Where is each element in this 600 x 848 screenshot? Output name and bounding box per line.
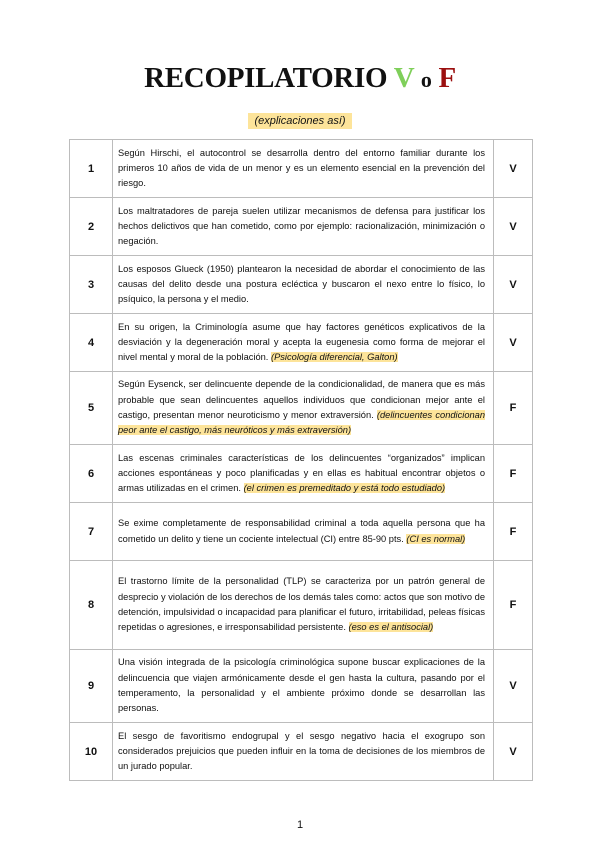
question-text: Las escenas criminales características de los delincuentes “organizados” implican acciones espontáneas y poco planificadas y en ellas es habitual encontrar objetos o armas utilizadas en el crimen. — [118, 452, 485, 494]
explanation-note: (Psicología diferencial, Galton) — [270, 352, 398, 363]
question-text-cell — [113, 256, 494, 314]
title-o: o — [420, 67, 432, 92]
explanation-note: (el crimen es premeditado y está todo estudiado) — [243, 483, 446, 494]
question-text-cell — [113, 561, 494, 650]
subtitle-highlight: (explicaciones así) — [248, 113, 351, 129]
subtitle — [0, 111, 600, 129]
question-number: 4 — [70, 314, 113, 372]
answer: F — [494, 445, 533, 503]
question-text: Según Hirschi, el autocontrol se desarrolla dentro del entorno familiar durante los primeros 10 años de vida de un menor y es un elemento esencial en la prevención del riesgo. — [118, 147, 485, 189]
question-text-cell — [113, 372, 494, 445]
question-text: Los esposos Glueck (1950) plantearon la necesidad de abordar el conocimiento de las causas del delito desde una postura ecléctica y buscaron el nexo entre lo físico, lo psíquico, la persona y el medio. — [118, 263, 485, 305]
answer: V — [494, 198, 533, 256]
question-text-cell — [113, 198, 494, 256]
question-number: 3 — [70, 256, 113, 314]
answer: F — [494, 561, 533, 650]
question-text: Los maltratadores de pareja suelen utilizar mecanismos de defensa para justificar los hechos delictivos que han cometido, como por ejemplo: racionalización, minimización o negación. — [118, 205, 485, 247]
table-row — [70, 314, 533, 372]
table-row — [70, 503, 533, 561]
answer: V — [494, 140, 533, 198]
title-v: V — [393, 62, 414, 94]
answer: F — [494, 503, 533, 561]
table-row — [70, 372, 533, 445]
table-row — [70, 723, 533, 781]
table-row — [70, 561, 533, 650]
question-text-cell — [113, 723, 494, 781]
question-number: 6 — [70, 445, 113, 503]
question-number: 10 — [70, 723, 113, 781]
question-text-cell — [113, 445, 494, 503]
title-f: F — [438, 62, 456, 94]
answer: F — [494, 372, 533, 445]
question-text: En su origen, la Criminología asume que hay factores genéticos explicativos de la desviación y la degeneración moral y acepta la eugenesia como forma de mejorar el nivel mental y moral de la población. — [118, 321, 485, 363]
answer: V — [494, 650, 533, 723]
page-number: 1 — [296, 819, 304, 831]
question-text-cell — [113, 650, 494, 723]
answer: V — [494, 314, 533, 372]
question-text-cell — [113, 314, 494, 372]
question-text: El trastorno límite de la personalidad (TLP) se caracteriza por un patrón general de desprecio y violación de los derechos de los demás tales como: actos que son motivo de detención, impulsividad o incapacidad para planificar el futuro, irritabilidad, peleas físicas repetidas o agresiones, e irresponsabilidad persistente. — [118, 576, 485, 633]
question-number: 2 — [70, 198, 113, 256]
question-text: Según Eysenck, ser delincuente depende de la condicionalidad, de manera que es más probable que sean delincuentes aquellos individuos que condicionan mejor ante el castigo, presentan menor neuroticismo y menor extraversión. — [118, 379, 485, 420]
question-number: 8 — [70, 561, 113, 650]
question-number: 5 — [70, 372, 113, 445]
table-row — [70, 445, 533, 503]
explanation-note: (CI es normal) — [406, 533, 466, 544]
table-row — [70, 256, 533, 314]
question-text-cell — [113, 503, 494, 561]
questions-table — [69, 139, 533, 781]
question-text-cell — [113, 140, 494, 198]
question-number: 1 — [70, 140, 113, 198]
explanation-note: (eso es el antisocial) — [348, 622, 434, 633]
question-number: 7 — [70, 503, 113, 561]
table-row — [70, 650, 533, 723]
table-row — [70, 198, 533, 256]
table-row — [70, 140, 533, 198]
answer: V — [494, 256, 533, 314]
title-text: RECOPILATORIO — [144, 62, 388, 94]
answer: V — [494, 723, 533, 781]
question-text: Se exime completamente de responsabilidad criminal a toda aquella persona que ha cometido un delito y tiene un cociente intelectual (CI) entre 85-90 pts. — [118, 518, 485, 544]
question-text: Una visión integrada de la psicología criminológica supone buscar explicaciones de la delincuencia que viajen armónicamente desde el gen hasta la cultura, pasando por el temperamento, la personalidad y el ambiente próximo donde se desarrollan las personas. — [118, 657, 485, 714]
explanation-note: (delincuentes condicionan peor ante el castigo, más neuróticos y más extraversión) — [118, 410, 486, 436]
question-number: 9 — [70, 650, 113, 723]
question-text: El sesgo de favoritismo endogrupal y el sesgo negativo hacia el exogrupo son considerados prejuicios que pueden influir en la toma de decisiones de los miembros de un jurado popular. — [118, 730, 485, 772]
document-title — [0, 62, 600, 95]
